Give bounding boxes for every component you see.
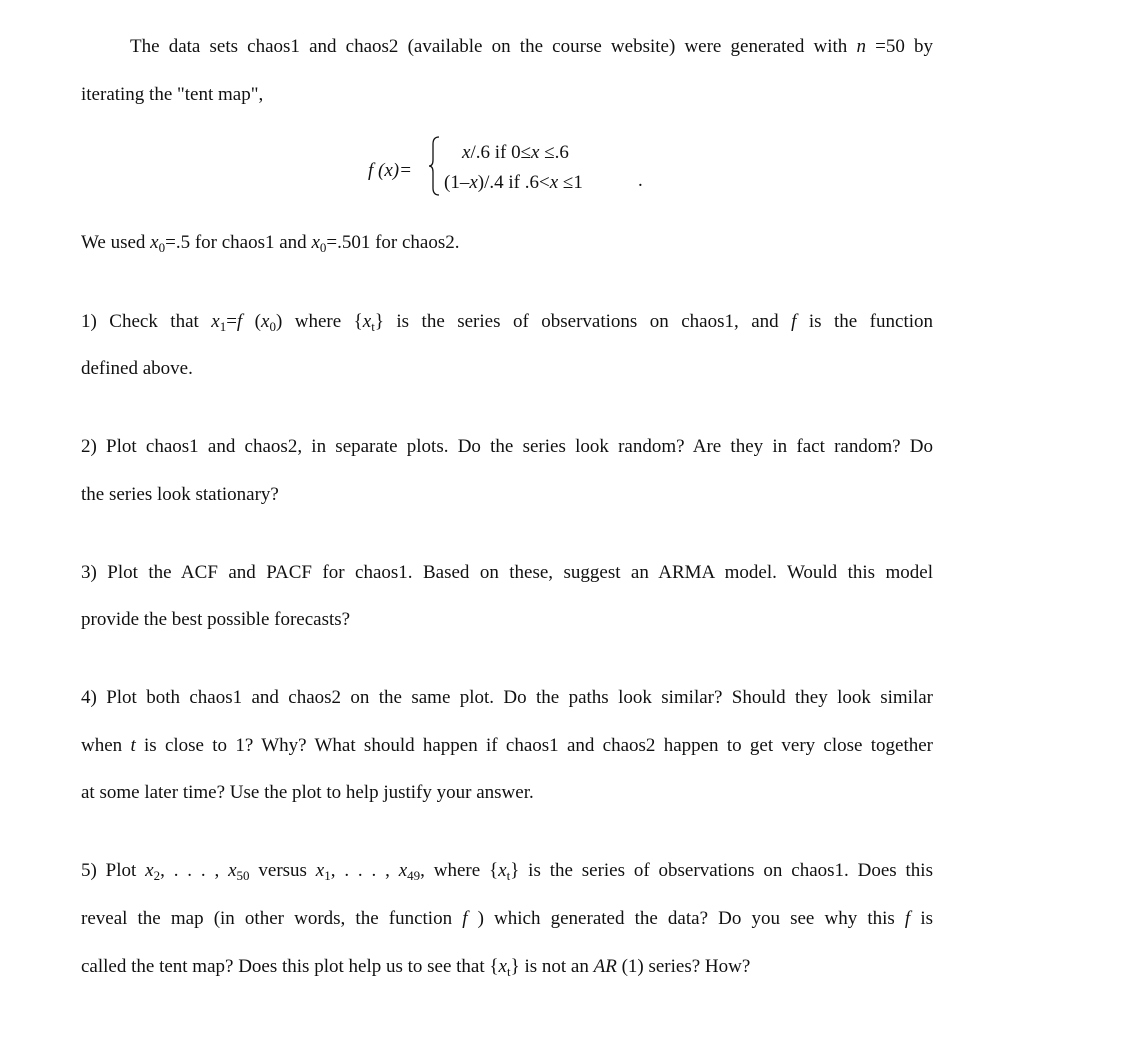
initial-text: =.5 for chaos1 and	[165, 232, 312, 253]
formula-case-2	[444, 172, 583, 194]
question-text: reveal the map (in other words, the function	[81, 908, 463, 929]
subscript: 2	[153, 868, 161, 883]
formula-case-1	[462, 142, 569, 164]
t-variable: t	[130, 735, 136, 756]
subscript: 0	[269, 319, 276, 334]
question-2-line-1: 2) Plot chaos1 and chaos2, in separate plots. Do the series look random? Are they in fact random? Do	[81, 436, 933, 457]
intro-text: =50 by	[865, 36, 934, 57]
question-text: (	[242, 311, 261, 332]
formula-lhs	[368, 160, 412, 182]
question-5-line-2	[81, 907, 933, 931]
subscript: t	[506, 868, 511, 883]
subscript: 49	[407, 868, 421, 883]
question-text: 5) Plot	[81, 860, 146, 881]
question-4-line-3: at some later time? Use the plot to help justify your answer.	[81, 782, 534, 803]
f-variable: f	[904, 908, 911, 929]
x-variable: x	[315, 860, 325, 881]
intro-line-1	[130, 35, 933, 59]
x-variable: x	[498, 956, 507, 977]
question-text: (1) series? How?	[616, 956, 751, 977]
question-text: is	[910, 908, 933, 929]
question-text: } is the series of observations on chaos1. Does this	[510, 860, 933, 881]
f-variable: f	[462, 908, 468, 929]
x-variable: x	[531, 142, 540, 163]
x-variable: x	[549, 172, 559, 193]
initial-values-line	[81, 231, 933, 255]
question-text: =	[226, 311, 237, 332]
formula-lhs-text: f (x)=	[368, 160, 412, 181]
f-variable: f	[236, 311, 243, 332]
question-3-line-2: provide the best possible forecasts?	[81, 609, 351, 630]
question-text: } is not an	[510, 956, 594, 977]
question-4-line-2	[81, 734, 933, 758]
x-variable: x	[498, 860, 507, 881]
x-variable: x	[398, 860, 408, 881]
question-text: versus	[249, 860, 316, 881]
case-text: )/.4 if .6<	[477, 172, 550, 193]
question-text: )	[275, 311, 283, 332]
question-text: , . . . ,	[330, 860, 399, 881]
case-text: ≤1	[558, 172, 583, 193]
subscript: 1	[219, 319, 227, 334]
question-text: , . . . ,	[160, 860, 229, 881]
case-text: ≤.6	[539, 142, 569, 163]
subscript: 0	[158, 240, 166, 255]
question-5-line-1	[81, 859, 933, 883]
question-text: , where {	[420, 860, 499, 881]
initial-text: We used	[81, 232, 151, 253]
question-text: is the function	[796, 311, 933, 332]
question-text: ) which generated the data? Do you see why this	[467, 908, 905, 929]
question-text: when	[81, 735, 131, 756]
question-text: where {	[282, 311, 363, 332]
question-text: } is the series of observations on chaos1, and	[374, 311, 792, 332]
question-1-line-1	[81, 310, 933, 334]
ar-model-label: AR	[593, 956, 617, 977]
subscript: 1	[324, 868, 331, 883]
subscript: 50	[236, 868, 250, 883]
subscript: 0	[319, 240, 327, 255]
subscript: t	[371, 319, 375, 334]
tent-map-formula	[368, 134, 668, 204]
subscript: t	[506, 964, 511, 979]
x-variable: x	[462, 142, 471, 163]
question-text: is close to 1? Why? What should happen if chaos1 and chaos2 happen to get very close together	[135, 735, 933, 756]
x-variable: x	[211, 311, 220, 332]
case-text: /.6 if 0≤	[470, 142, 531, 163]
intro-line-2: iterating the "tent map",	[81, 84, 264, 105]
initial-text: =.501 for chaos2.	[326, 232, 460, 253]
question-1-line-2: defined above.	[81, 358, 193, 379]
question-text: 1) Check that	[81, 311, 212, 332]
x-variable: x	[362, 311, 372, 332]
question-text: called the tent map? Does this plot help us to see that {	[81, 956, 499, 977]
intro-text: The data sets chaos1 and chaos2 (available on the course website) were generated with	[130, 36, 857, 57]
formula-period: .	[638, 170, 643, 191]
left-brace-icon	[428, 136, 440, 196]
f-variable: f	[791, 311, 797, 332]
question-5-line-3	[81, 955, 933, 979]
question-4-line-1: 4) Plot both chaos1 and chaos2 on the same plot. Do the paths look similar? Should they look similar	[81, 687, 933, 708]
x-variable: x	[469, 172, 478, 193]
n-variable: n	[856, 36, 866, 57]
x-variable: x	[261, 311, 270, 332]
question-3-line-1: 3) Plot the ACF and PACF for chaos1. Based on these, suggest an ARMA model. Would this model	[81, 562, 933, 583]
question-2-line-2: the series look stationary?	[81, 484, 279, 505]
x-variable: x	[145, 860, 154, 881]
x-variable: x	[311, 232, 320, 253]
x-variable: x	[228, 860, 237, 881]
case-text: (1–	[444, 172, 470, 193]
x-variable: x	[150, 232, 159, 253]
